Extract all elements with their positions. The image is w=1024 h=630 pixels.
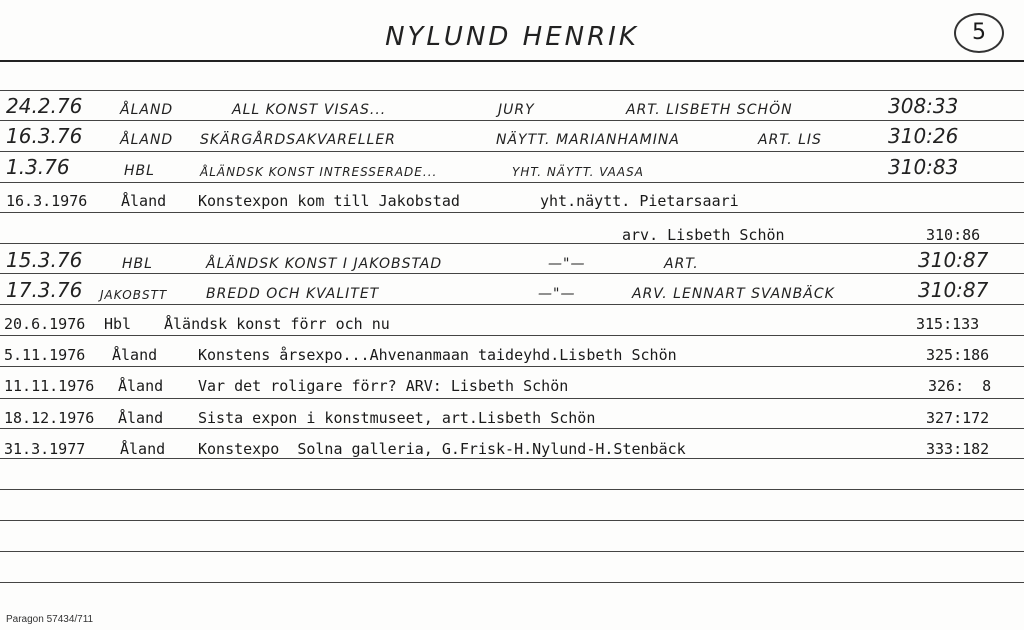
entry-ref: 333:182 [926, 440, 990, 458]
ruled-line [0, 551, 1024, 552]
ruled-line [0, 182, 1024, 183]
entry-source: Åland [121, 192, 167, 210]
entry-source: Hbl [104, 315, 132, 333]
entry-ref: 326: 8 [928, 377, 992, 395]
entry-headline: ALL KONST VISAS... [232, 102, 387, 118]
entry-note: —"— [548, 256, 586, 272]
ruled-line [0, 90, 1024, 91]
list-item [0, 124, 1024, 150]
entry-note: —"— [538, 286, 576, 302]
entry-text: Konstens årsexpo...Ahvenanmaan taideyhd.Lisbeth Schön [198, 346, 677, 364]
entry-note: JURY [498, 102, 535, 118]
entry-source: Åland [118, 377, 164, 395]
list-item-continuation [0, 220, 1024, 246]
card-header [0, 0, 1024, 62]
entry-source: ÅLAND [120, 132, 174, 148]
ruled-line [0, 398, 1024, 399]
entry-date: 18.12.1976 [4, 409, 95, 427]
entry-headline: SKÄRGÅRDSAKVARELLER [200, 132, 396, 148]
entry-source: ÅLAND [120, 102, 174, 118]
entry-date: 16.3.76 [6, 124, 83, 148]
entry-text: Åländsk konst förr och nu [164, 315, 390, 333]
entry-ref: 310:83 [888, 155, 959, 179]
entry-note: ARV. LENNART SVANBÄCK [632, 286, 835, 302]
entry-ref: 315:133 [916, 315, 980, 333]
list-item [0, 248, 1024, 274]
entry-text: Var det roligare förr? ARV: Lisbeth Schön [198, 377, 569, 395]
entry-date: 16.3.1976 [6, 192, 88, 210]
ruled-line [0, 212, 1024, 213]
list-item [0, 340, 1024, 366]
entry-note: arv. Lisbeth Schön [622, 226, 785, 244]
printer-mark: Paragon 57434/711 [6, 614, 94, 625]
entry-ref: 310:26 [888, 124, 959, 148]
entry-source: Åland [120, 440, 166, 458]
list-item [0, 94, 1024, 120]
ruled-line [0, 520, 1024, 521]
list-item [0, 155, 1024, 181]
entry-note: ART. [664, 256, 699, 272]
entry-ref: 310:86 [926, 226, 981, 244]
ruled-line [0, 489, 1024, 490]
ruled-line [0, 335, 1024, 336]
entry-source: HBL [124, 163, 155, 179]
list-item [0, 309, 1024, 335]
entry-date: 24.2.76 [6, 94, 83, 118]
entry-headline: BREDD OCH KVALITET [206, 286, 380, 302]
entry-ref: 325:186 [926, 346, 990, 364]
list-item [0, 186, 1024, 212]
entry-headline: ÅLÄNDSK KONST I JAKOBSTAD [206, 256, 443, 272]
entry-date: 5.11.1976 [4, 346, 86, 364]
entry-source: JAKOBSTT [100, 288, 168, 302]
ruled-line [0, 582, 1024, 583]
list-item [0, 434, 1024, 460]
list-item [0, 278, 1024, 304]
entry-note: YHT. NÄYTT. VAASA [512, 165, 644, 179]
entry-headline: ÅLÄNDSK KONST INTRESSERADE... [200, 165, 438, 179]
entry-date: 20.6.1976 [4, 315, 86, 333]
entry-ref: 310:87 [918, 278, 989, 302]
entry-date: 31.3.1977 [4, 440, 86, 458]
entry-date: 15.3.76 [6, 248, 83, 272]
entry-note: ART. LIS [758, 132, 822, 148]
entry-source: Åland [118, 409, 164, 427]
entry-ref: 308:33 [888, 94, 959, 118]
entry-note: NÄYTT. MARIANHAMINA [496, 132, 680, 148]
list-item [0, 403, 1024, 429]
card-title: NYLUND HENRIK [385, 22, 639, 52]
entry-date: 17.3.76 [6, 278, 83, 302]
card-number-circle: 5 [954, 13, 1004, 53]
entry-ref: 310:87 [918, 248, 989, 272]
entry-date: 11.11.1976 [4, 377, 95, 395]
entry-text: Konstexpo Solna galleria, G.Frisk-H.Nylund-H.Stenbäck [198, 440, 686, 458]
ruled-line [0, 151, 1024, 152]
ruled-line [0, 366, 1024, 367]
entry-ref: 327:172 [926, 409, 990, 427]
entry-note: ART. LISBETH SCHÖN [626, 102, 793, 118]
entry-note: yht.näytt. Pietarsaari [540, 192, 739, 210]
ruled-line [0, 120, 1024, 121]
entry-headline: Konstexpon kom till Jakobstad [198, 192, 460, 210]
entry-date: 1.3.76 [6, 155, 70, 179]
entry-source: Åland [112, 346, 158, 364]
ruled-line [0, 304, 1024, 305]
entry-source: HBL [122, 256, 153, 272]
list-item [0, 371, 1024, 397]
entry-text: Sista expon i konstmuseet, art.Lisbeth Schön [198, 409, 596, 427]
